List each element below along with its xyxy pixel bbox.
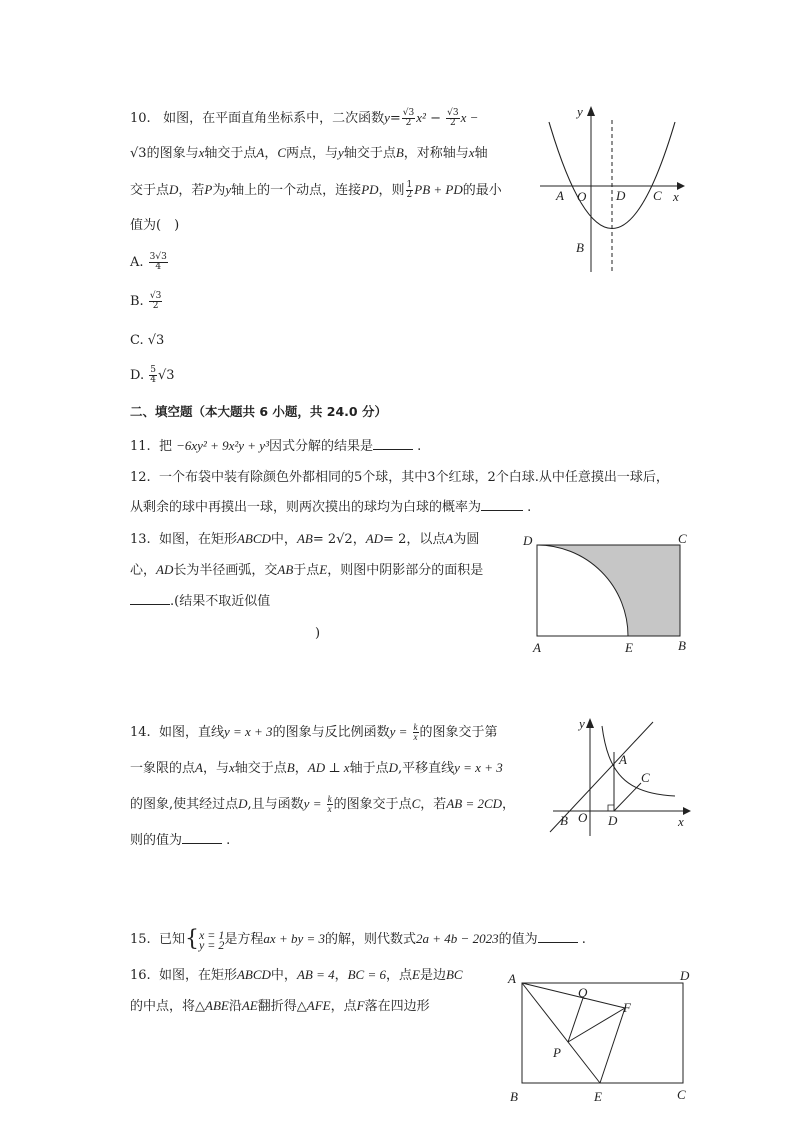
q13-line1: 13. 如图，在矩形ABCD中，AB= 2√2，AD= 2，以点A为圆 <box>130 531 480 547</box>
q16-segment-PF <box>568 1008 625 1042</box>
q16-label-F: F <box>623 1000 631 1015</box>
q13-shaded-region <box>537 545 680 636</box>
q14-number: 14. <box>130 725 151 740</box>
q10-y-arrow <box>587 106 595 116</box>
q10-parabola-figure <box>535 100 695 280</box>
q16-line2: 的中点，将△ABE沿AE翻折得△AFE，点F落在四边形 <box>130 998 430 1014</box>
q16-label-D: D <box>680 968 690 983</box>
q13-number: 13. <box>130 532 151 547</box>
q16-label-B: B <box>510 1089 518 1104</box>
q10-label-B: B <box>576 240 584 255</box>
q10-label-x: x <box>673 189 679 204</box>
q14-graph-figure <box>545 712 700 842</box>
q10-line2: √3的图象与x轴交于点A，C两点，与y轴交于点B，对称轴与x轴 <box>130 145 488 161</box>
q11-number: 11. <box>130 439 151 454</box>
q14-label-x: x <box>678 814 684 829</box>
q14-label-C: C <box>641 770 650 785</box>
section-2-title: 二、填空题（本大题共 6 小题，共 24.0 分） <box>130 404 387 419</box>
q10-label-D: D <box>616 188 626 203</box>
q14-line2: 一象限的点A，与x轴交于点B，AD ⊥ x轴于点D,平移直线y = x + 3 <box>130 760 503 776</box>
q16-rectangle <box>522 983 683 1083</box>
q13-label-D: D <box>523 533 533 548</box>
q14-y-arrow <box>586 718 594 728</box>
q14-label-B: B <box>560 813 568 828</box>
q10-coef1: $\frac{√3}{2}$ <box>402 108 415 128</box>
q10-option-a[interactable]: A. $\frac{3√3}{4}$ <box>130 252 167 272</box>
q14-line4: 则的值为 . <box>130 833 231 848</box>
q14-k-over-x: $\frac{k}{x}$ <box>413 722 418 742</box>
q14-label-A: A <box>619 752 627 767</box>
q13-label-C: C <box>678 531 687 546</box>
q16-line1: 16. 如图，在矩形ABCD中，AB = 4，BC = 6，点E是边BC <box>130 967 463 983</box>
q16-rectangle-figure <box>505 968 705 1108</box>
q10-line1: 10. 如图，在平面直角坐标系中，二次函数y= $\frac{√3}{2}$ x² − $\frac{√3}{2}$ x − <box>130 108 479 128</box>
q13-line4: ) <box>315 626 321 641</box>
q16-segment-AE <box>522 983 600 1083</box>
q14-right-angle-mark <box>608 805 614 811</box>
q13-rectangle-figure <box>520 528 700 658</box>
q10-line4: 值为( ) <box>130 218 180 233</box>
q16-label-C: C <box>677 1087 686 1102</box>
q10-coef2: $\frac{√3}{2}$ <box>447 108 459 128</box>
q10-line3: 交于点D，若P为y轴上的一个动点，连接PD，则 $\frac{1}{2}$ PB + PD的最小 <box>130 180 502 200</box>
q10-label-O: O <box>577 189 587 204</box>
q10-label-A: A <box>556 188 564 203</box>
q14-label-D: D <box>608 813 618 828</box>
q10-option-b[interactable]: B. $\frac{√3}{2}$ <box>130 291 162 311</box>
q13-label-E: E <box>625 640 633 655</box>
q14-label-O: O <box>578 810 588 825</box>
q16-number: 16. <box>130 968 151 983</box>
q13-label-A: A <box>533 640 541 655</box>
q16-label-P: P <box>553 1045 561 1060</box>
q10-half: $\frac{1}{2}$ <box>406 180 413 200</box>
q10-label-C: C <box>653 188 662 203</box>
q15-brace: { <box>184 926 199 952</box>
q16-label-Q: Q <box>578 985 588 1000</box>
q12-line2: 从剩余的球中再摸出一球，则两次摸出的球均为白球的概率为 . <box>130 500 532 515</box>
q10-number: 10. <box>130 111 151 126</box>
q10-option-b-value: $\frac{√3}{2}$ <box>149 291 162 311</box>
q16-segment-PQ <box>568 998 583 1042</box>
q14-answer-blank[interactable] <box>182 843 222 844</box>
q16-label-E: E <box>594 1089 602 1104</box>
q11-answer-blank[interactable] <box>373 449 413 450</box>
q13-answer-blank[interactable] <box>130 604 170 605</box>
q16-segment-AF <box>522 983 625 1008</box>
q13-label-B: B <box>678 638 686 653</box>
q16-segment-FE <box>600 1008 625 1083</box>
q14-k-over-x-2: $\frac{k}{x}$ <box>327 794 332 814</box>
q15-answer-blank[interactable] <box>538 942 578 943</box>
q14-x-arrow <box>683 807 691 815</box>
q10-option-d-value: $\frac{5}{4}$ <box>150 365 156 385</box>
q12-number: 12. <box>130 470 151 485</box>
q10-option-d[interactable]: D. $\frac{5}{4}$ √3 <box>130 365 175 385</box>
q16-label-A: A <box>508 971 516 986</box>
q10-option-c[interactable]: C. √3 <box>130 333 165 348</box>
q10-option-a-value: $\frac{3√3}{4}$ <box>149 252 167 272</box>
q15: 15. 已知{ x = 1 y = 2 是方程ax + by = 3的解，则代数式2a + 4b − 2023的值为 . <box>130 926 586 952</box>
q10-label-y: y <box>577 104 583 119</box>
q12-line1: 12. 一个布袋中装有除颜色外都相同的5个球，其中3个红球，2个白球.从中任意摸出一球后， <box>130 470 669 485</box>
q14-line1: 14. 如图，直线y = x + 3的图象与反比例函数y = $\frac{k}{x}$ 的图象交于第 <box>130 722 498 742</box>
q15-system: x = 1 y = 2 <box>198 927 225 952</box>
q15-number: 15. <box>130 932 151 947</box>
q13-line3: .(结果不取近似值 <box>130 592 270 612</box>
q13-line2: 心，AD长为半径画弧，交AB于点E，则图中阴影部分的面积是 <box>130 562 484 578</box>
q12-answer-blank[interactable] <box>481 510 523 511</box>
q14-shifted-line <box>614 783 641 811</box>
q11: 11. 把 −6xy² + 9x²y + y³因式分解的结果是 . <box>130 438 422 454</box>
q14-label-y: y <box>579 716 585 731</box>
q14-line3: 的图象,使其经过点D,且与函数y = $\frac{k}{x}$ 的图象交于点C，若AB = 2CD， <box>130 794 516 814</box>
